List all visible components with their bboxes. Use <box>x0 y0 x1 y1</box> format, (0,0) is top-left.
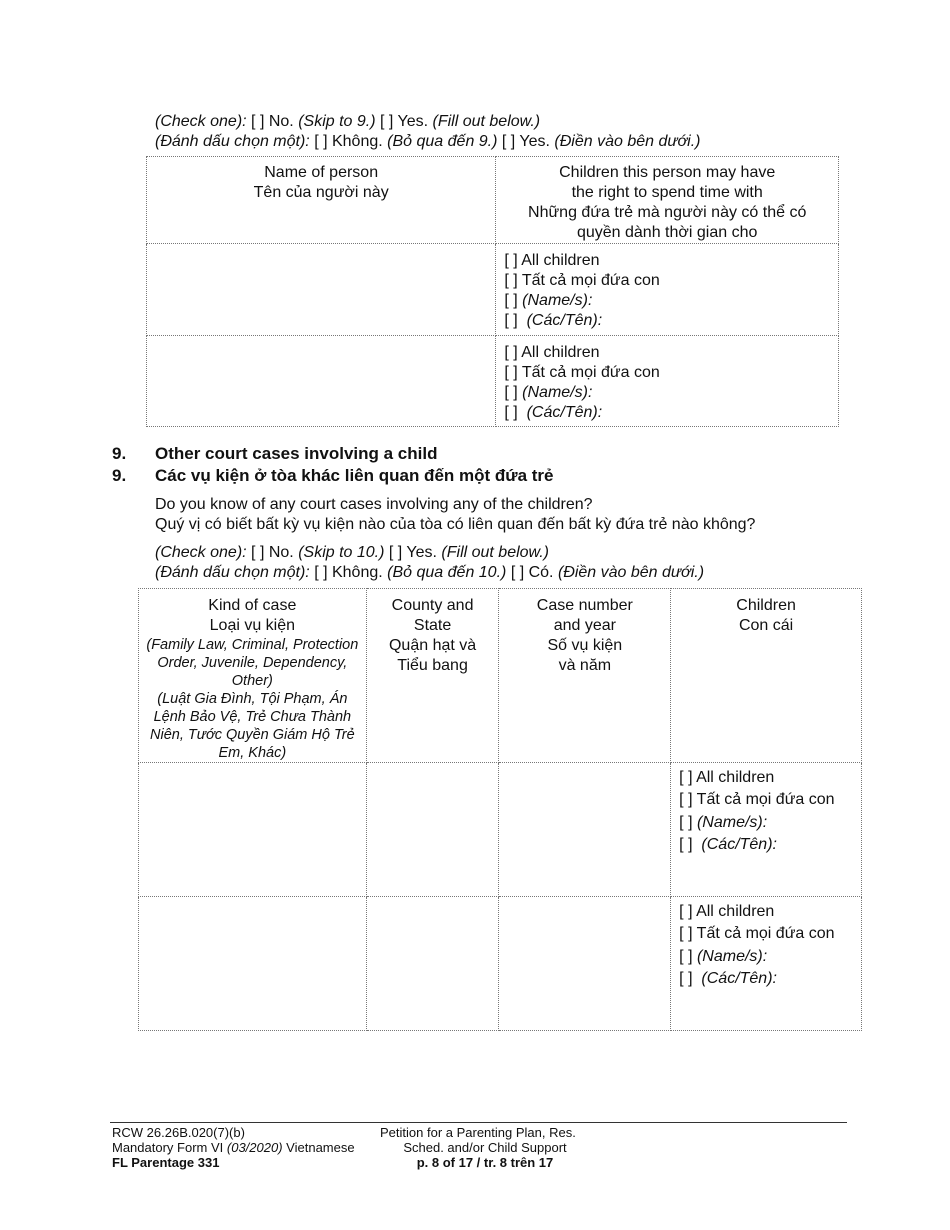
names-label: (Name/s): <box>696 948 768 965</box>
check-one-line-en <box>155 112 540 132</box>
county-state-cell[interactable] <box>366 897 499 1031</box>
names-option-vi[interactable] <box>504 403 830 423</box>
skip-note: (Skip to 9.) <box>298 113 376 130</box>
table-row <box>139 897 862 1031</box>
checkbox[interactable]: [ ] <box>504 292 518 309</box>
footer-form <box>112 1140 355 1155</box>
names-option[interactable] <box>679 813 853 833</box>
case-kind-note-vi: (Luật Gia Đình, Tội Phạm, Án Lệnh Bảo Vệ, Trẻ Chưa Thành Niên, Tước Quyền Giám Hộ Trẻ Em, Khác) <box>150 691 355 761</box>
header-text: Loại vụ kiện <box>209 617 296 634</box>
children-cell <box>671 897 862 1031</box>
khong-checkbox[interactable]: [ ] Không. <box>314 564 383 581</box>
names-option-vi[interactable] <box>504 311 830 331</box>
header-text: Con cái <box>738 617 794 634</box>
kind-of-case-header <box>139 589 367 763</box>
children-cell <box>671 763 862 897</box>
all-children-checkbox[interactable]: [ ] All children <box>679 903 775 920</box>
header-text: Tiểu bang <box>397 657 468 674</box>
footer-left <box>112 1125 355 1170</box>
section-9-title-vi: Các vụ kiện ở tòa khác liên quan đến một đứa trẻ <box>155 466 554 485</box>
names-label: (Name/s): <box>696 814 768 831</box>
all-children-checkbox-vi[interactable]: [ ] Tất cả mọi đứa con <box>679 791 835 808</box>
names-option[interactable] <box>504 383 830 403</box>
yes-checkbox[interactable]: [ ] Yes. <box>380 113 429 130</box>
header-text: Quận hạt và <box>388 637 477 654</box>
header-text: and year <box>553 617 616 634</box>
section-9-number-vi: 9. <box>112 466 127 485</box>
names-label: (Name/s): <box>522 292 593 309</box>
skip-note: (Skip to 10.) <box>298 544 385 561</box>
names-label-vi: (Các/Tên): <box>526 404 603 421</box>
section-9-title: Other court cases involving a child <box>155 444 438 463</box>
checkbox[interactable]: [ ] <box>679 970 693 987</box>
case-number-cell[interactable] <box>499 763 671 897</box>
header-text: Name of person <box>264 164 379 181</box>
header-text: Tên của người này <box>253 184 389 201</box>
name-of-person-cell[interactable] <box>147 336 496 427</box>
name-of-person-cell[interactable] <box>147 244 496 336</box>
header-text: County and <box>391 597 474 614</box>
children-time-header <box>496 157 839 244</box>
table-row <box>139 763 862 897</box>
kind-of-case-cell[interactable] <box>139 897 367 1031</box>
footer-center <box>380 1125 590 1170</box>
check-one-line-en-9 <box>155 543 549 563</box>
check-one-label: (Check one): <box>155 113 247 130</box>
court-cases-table <box>138 588 862 1031</box>
names-option[interactable] <box>504 291 830 311</box>
yes-checkbox-vi[interactable]: [ ] Yes. <box>501 133 550 150</box>
check-one-label: (Check one): <box>155 544 247 561</box>
footer-form-language: Vietnamese <box>286 1140 355 1155</box>
all-children-checkbox-vi[interactable]: [ ] Tất cả mọi đứa con <box>679 925 835 942</box>
checkbox[interactable]: [ ] <box>679 814 693 831</box>
footer-rcw: RCW 26.26B.020(7)(b) <box>112 1125 245 1140</box>
names-label: (Name/s): <box>522 384 593 401</box>
header-text: Children this person may have <box>559 164 776 181</box>
check-one-label-vi: (Đánh dấu chọn một): <box>155 564 310 581</box>
all-children-checkbox[interactable]: [ ] All children <box>504 252 600 269</box>
all-children-checkbox[interactable]: [ ] All children <box>504 344 600 361</box>
yes-checkbox[interactable]: [ ] Yes. <box>388 544 437 561</box>
skip-note-vi: (Bỏ qua đến 9.) <box>387 133 498 150</box>
all-children-checkbox-vi[interactable]: [ ] Tất cả mọi đứa con <box>504 364 660 381</box>
section-9-number: 9. <box>112 444 127 463</box>
check-one-label-vi: (Đánh dấu chọn một): <box>155 133 310 150</box>
header-text: Những đứa trẻ mà người này có thể có <box>528 204 807 221</box>
names-label-vi: (Các/Tên): <box>701 836 777 853</box>
name-of-person-header <box>147 157 496 244</box>
fill-note: (Fill out below.) <box>441 544 549 561</box>
header-text: State <box>413 617 452 634</box>
footer-doc-title: Petition for a Parenting Plan, Res. <box>380 1125 576 1140</box>
header-text: và năm <box>558 657 612 674</box>
header-text: Kind of case <box>208 597 297 614</box>
skip-note-vi: (Bỏ qua đến 10.) <box>387 564 507 581</box>
all-children-checkbox-vi[interactable]: [ ] Tất cả mọi đứa con <box>504 272 660 289</box>
header-text: Case number <box>536 597 633 614</box>
header-text: quyền dành thời gian cho <box>576 224 758 241</box>
case-number-cell[interactable] <box>499 897 671 1031</box>
footer-page-number: p. 8 of 17 / tr. 8 trên 17 <box>416 1155 554 1170</box>
children-header <box>671 589 862 763</box>
header-text: Số vụ kiện <box>547 637 623 654</box>
no-checkbox[interactable]: [ ] No. <box>251 544 294 561</box>
all-children-checkbox[interactable]: [ ] All children <box>679 769 775 786</box>
names-option-vi[interactable] <box>679 835 853 855</box>
checkbox[interactable]: [ ] <box>504 312 518 329</box>
names-label-vi: (Các/Tên): <box>526 312 603 329</box>
checkbox[interactable]: [ ] <box>504 404 518 421</box>
header-text: Children <box>736 597 796 614</box>
no-checkbox[interactable]: [ ] No. <box>251 113 294 130</box>
checkbox[interactable]: [ ] <box>679 948 693 965</box>
khong-checkbox[interactable]: [ ] Không. <box>314 133 383 150</box>
question-vi: Quý vị có biết bất kỳ vụ kiện nào của tòa có liên quan đến bất kỳ đứa trẻ nào không? <box>155 516 756 533</box>
footer-form-date: (03/2020) <box>226 1140 283 1155</box>
names-label-vi: (Các/Tên): <box>701 970 777 987</box>
footer-doc-subtitle: Sched. and/or Child Support <box>403 1140 567 1155</box>
kind-of-case-cell[interactable] <box>139 763 367 897</box>
county-state-cell[interactable] <box>366 763 499 897</box>
fill-note: (Fill out below.) <box>432 113 541 130</box>
footer-form-name: Mandatory Form VI <box>112 1140 224 1155</box>
footer-form-id: FL Parentage 331 <box>112 1155 220 1170</box>
check-one-line-vi <box>155 132 701 152</box>
footer-divider <box>110 1122 847 1123</box>
table-row <box>147 244 839 336</box>
checkbox[interactable]: [ ] <box>679 836 693 853</box>
case-kind-note: (Family Law, Criminal, Protection Order, Juvenile, Dependency, Other) <box>146 637 359 689</box>
header-text: the right to spend time with <box>571 184 763 201</box>
fill-note-vi: (Điền vào bên dưới.) <box>554 133 701 150</box>
question-en: Do you know of any court cases involving any of the children? <box>155 496 593 513</box>
co-checkbox[interactable]: [ ] Có. <box>510 564 554 581</box>
case-number-header <box>499 589 671 763</box>
table-row <box>147 336 839 427</box>
names-option-vi[interactable] <box>679 969 853 989</box>
children-cell <box>496 244 839 336</box>
names-option[interactable] <box>679 947 853 967</box>
fill-note-vi: (Điền vào bên dưới.) <box>557 564 705 581</box>
check-one-line-vi-9 <box>155 563 704 583</box>
county-state-header <box>366 589 499 763</box>
children-cell <box>496 336 839 427</box>
persons-table <box>146 156 839 427</box>
checkbox[interactable]: [ ] <box>504 384 518 401</box>
